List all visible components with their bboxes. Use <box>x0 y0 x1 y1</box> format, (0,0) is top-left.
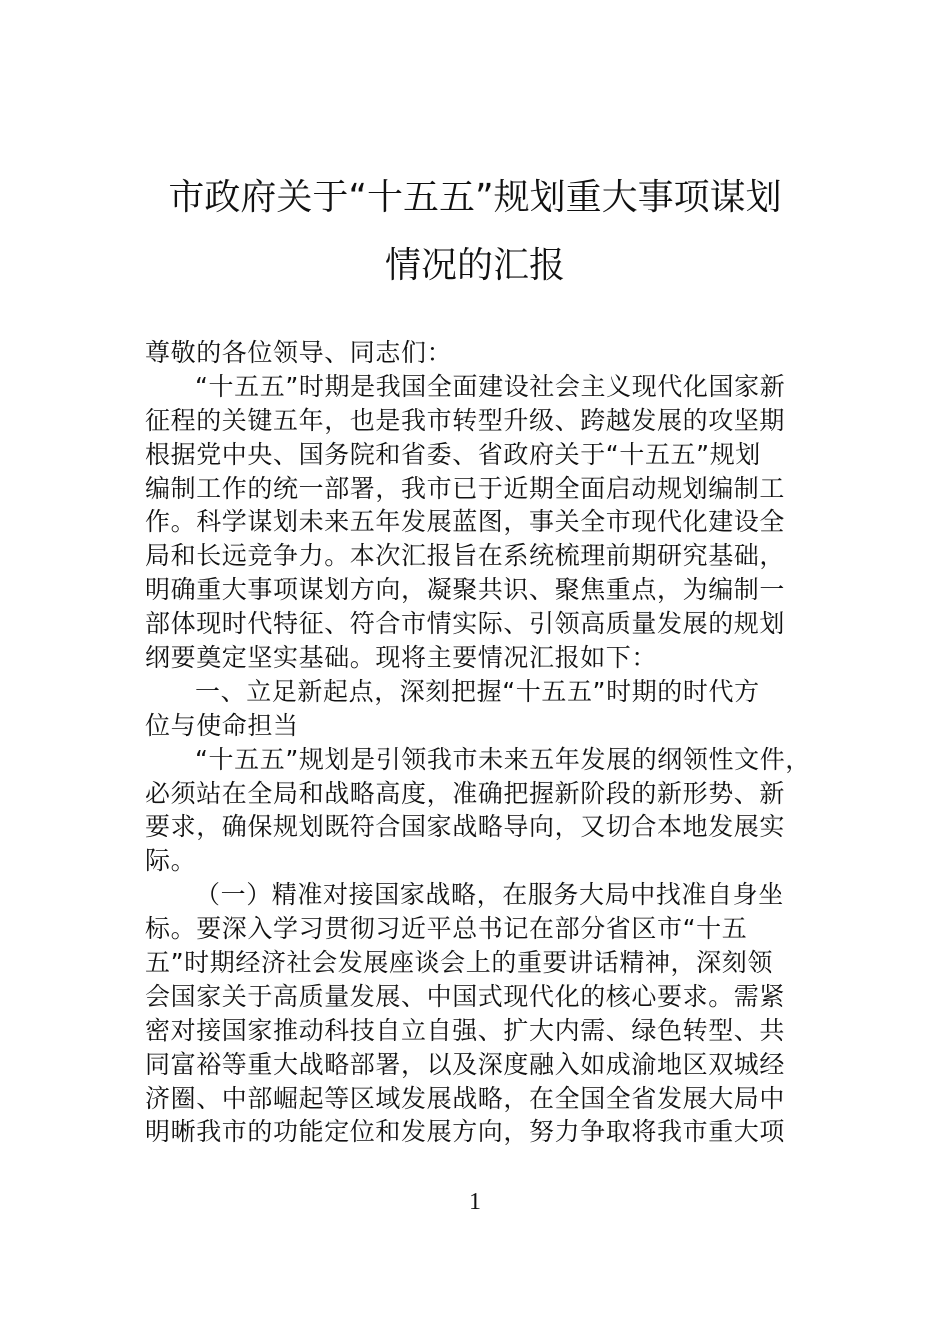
page-number: 1 <box>469 1189 481 1215</box>
paragraph-line: “十五五”规划是引领我市未来五年发展的纲领性文件， <box>195 744 811 774</box>
paragraph-line: 五”时期经济社会发展座谈会上的重要讲话精神，深刻领 <box>145 948 773 978</box>
paragraph-line: 征程的关键五年，也是我市转型升级、跨越发展的攻坚期 <box>145 405 786 435</box>
document-title-line-1: 市政府关于“十五五”规划重大事项谋划 <box>168 177 782 218</box>
paragraph-line: 编制工作的统一部署，我市已于近期全面启动规划编制工 <box>145 473 786 503</box>
paragraph-line: 密对接国家推动科技自立自强、扩大内需、绿色转型、共 <box>145 1015 786 1045</box>
paragraph-line: 同富裕等重大战略部署，以及深度融入如成渝地区双城经 <box>145 1049 786 1079</box>
paragraph-line: 济圈、中部崛起等区域发展战略，在全国全省发展大局中 <box>145 1083 786 1113</box>
paragraph-line: 作。科学谋划未来五年发展蓝图，事关全市现代化建设全 <box>145 507 786 537</box>
paragraph-line: 明晰我市的功能定位和发展方向，努力争取将我市重大项 <box>145 1117 786 1147</box>
paragraph-line: 纲要奠定坚实基础。现将主要情况汇报如下： <box>145 643 658 673</box>
paragraph-line: 必须站在全局和战略高度，准确把握新阶段的新形势、新 <box>145 778 786 808</box>
paragraph-line: 部体现时代特征、符合市情实际、引领高质量发展的规划 <box>145 609 786 639</box>
paragraph-line: 明确重大事项谋划方向，凝聚共识、聚焦重点，为编制一 <box>145 575 786 605</box>
paragraph-line: 会国家关于高质量发展、中国式现代化的核心要求。需紧 <box>145 981 786 1011</box>
salutation: 尊敬的各位领导、同志们： <box>145 338 453 367</box>
paragraph-line: 际。 <box>145 846 197 876</box>
paragraph-line: 局和长远竞争力。本次汇报旨在系统梳理前期研究基础， <box>145 541 786 571</box>
subsection-line: （一）精准对接国家战略，在服务大局中找准自身坐 <box>195 880 784 910</box>
section-heading-line: 位与使命担当 <box>145 710 299 740</box>
paragraph-line: 标。要深入学习贯彻习近平总书记在部分省区市“十五 <box>145 914 748 944</box>
document-body <box>145 336 835 1149</box>
section-heading-line: 一、立足新起点，深刻把握“十五五”时期的时代方 <box>195 676 760 706</box>
paragraph-line: 要求，确保规划既符合国家战略导向，又切合本地发展实 <box>145 812 786 842</box>
document-title-line-2: 情况的汇报 <box>384 245 565 286</box>
paragraph-line: “十五五”时期是我国全面建设社会主义现代化国家新 <box>195 371 786 401</box>
paragraph-line: 根据党中央、国务院和省委、省政府关于“十五五”规划 <box>145 439 761 469</box>
